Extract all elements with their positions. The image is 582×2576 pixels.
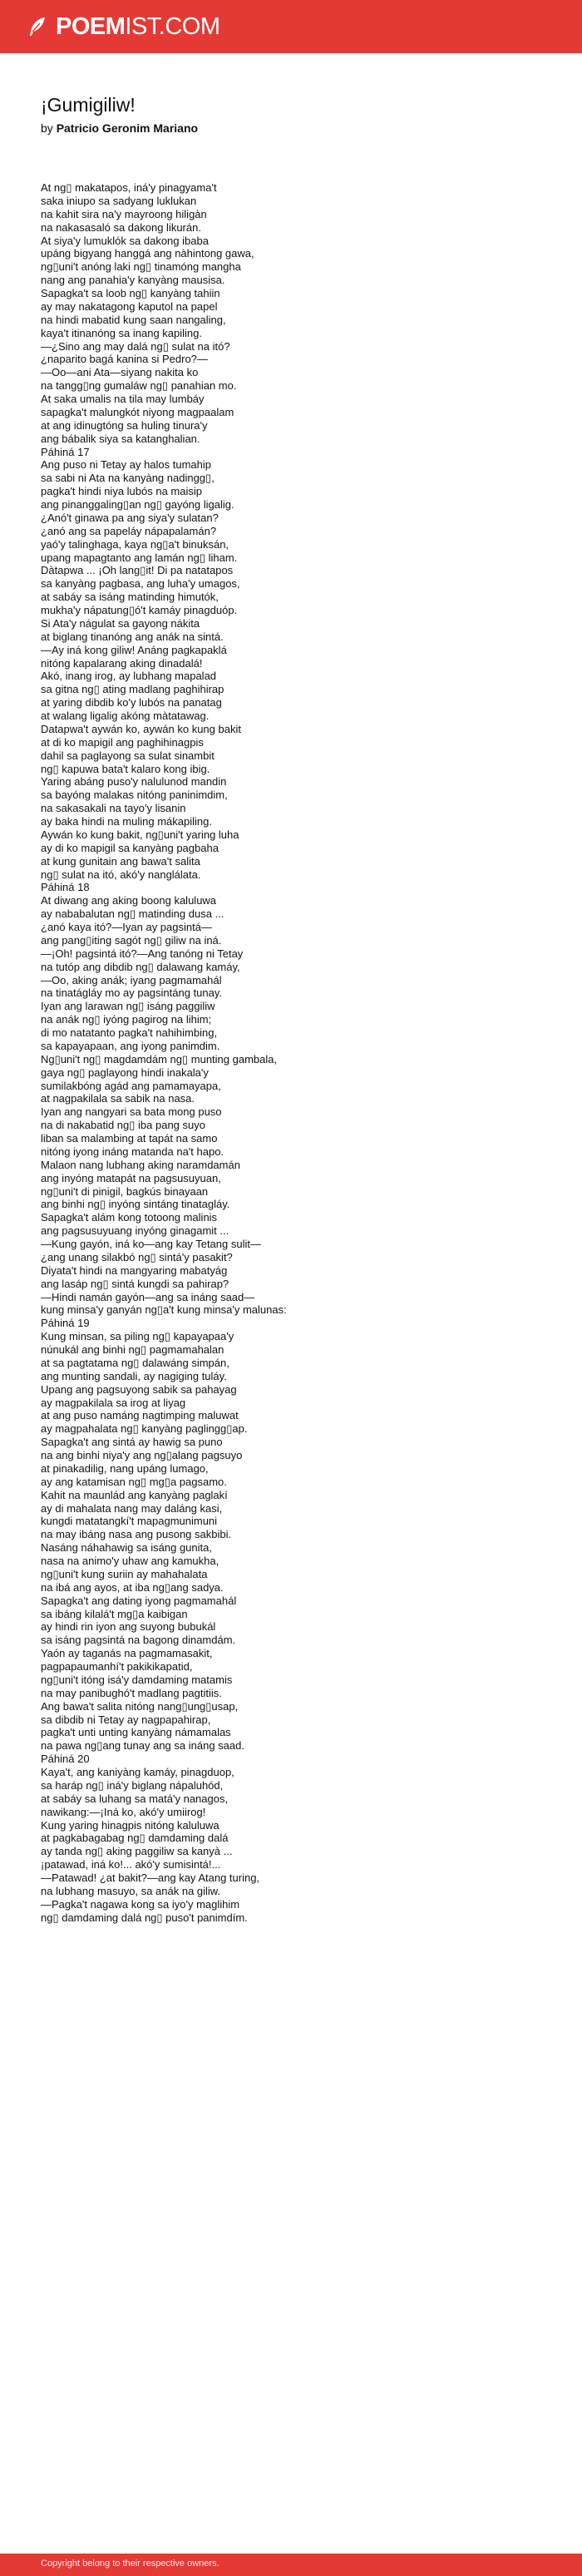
poem-line: At diwang ang aking boong kaluluwa <box>41 894 217 907</box>
poem-line: kungdi matatangkí't mapagmunimuni <box>41 1515 218 1528</box>
page-marker: Páhiná 17 <box>41 445 90 458</box>
poem-line: Sapagka't alám kong totoong malinis <box>41 1211 218 1224</box>
poem-line: na hindi mabatid kung saan nangaling, <box>41 313 226 326</box>
poem-title: ¡Gumigiliw! <box>41 94 136 116</box>
poem-line: pagka't unti unting kanyàng námamalas <box>41 1726 231 1739</box>
poem-line: kung minsa'y ganyán ng▯a't kung minsa'y malunas: <box>41 1303 287 1317</box>
poem-line: Dàtapwa ... ¡Oh lang▯it! Di pa natatapos <box>41 564 234 577</box>
poem-line: sa isáng pagsintá na bagong dinamdám. <box>41 1634 236 1647</box>
poem-body <box>41 181 556 1925</box>
poem-line: —Ay iná kong giliw! Anáng pagkapaklá <box>41 643 227 656</box>
poem-line: at nagpakilala sa sabik na nasa. <box>41 1092 195 1105</box>
poem-line: sa kapayapaan, ang iyong panimdim. <box>41 1039 220 1052</box>
poem-line: na tinatágláy mo ay pagsintáng tunay. <box>41 986 223 1000</box>
poem-line: Ang puso ni Tetay ay halos tumahip <box>41 458 212 472</box>
poem-line: yaó'y talinghaga, kaya ng▯a't binuksán, <box>41 537 229 551</box>
poem-line: dahil sa paglayong sa sulat sinambit <box>41 749 215 762</box>
poem-line: —Oo, aking anák; iyang pagmamahál <box>41 973 222 986</box>
poem-line: na tutóp ang dibdib ng▯ dalawang kamáy, <box>41 960 240 973</box>
poem-line: liban sa malambing at tapát na samo <box>41 1132 218 1145</box>
poem-line: sa gitna ng▯ ating madlang paghihirap <box>41 683 224 696</box>
poem-line: na may ibáng nasa ang pusong sakbibi. <box>41 1528 232 1541</box>
poem-line: ng▯ sulat na itó, akó'y nanglálata. <box>41 868 201 881</box>
poem-line: ng▯uni't kung suriin ay mahahalata <box>41 1567 208 1580</box>
byline <box>41 121 198 135</box>
poem-line: sa sabi ni Ata na kanyàng nadingg▯, <box>41 472 215 485</box>
poem-line: nasa na animo'y uhaw ang kamukha, <box>41 1555 219 1567</box>
copyright-notice: Copyright belong to their respective owners. <box>41 2559 219 2569</box>
poem-line: ng▯ kapuwa bata't kalaro kong ibig. <box>41 762 210 775</box>
poem-line: na tangg▯ng gumaláw ng▯ panahian mo. <box>41 379 237 393</box>
poem-line: ¿anó ang sa papeláy nápapalamán? <box>41 524 217 537</box>
poem-line: saka iniupo sa sadyang luklukan <box>41 194 197 207</box>
poem-line: sa haráp ng▯ iná'y biglang nápaluhód, <box>41 1778 224 1792</box>
poem-line: Kung minsan, sa piling ng▯ kapayapaa'y <box>41 1330 234 1343</box>
poem-line: ang pagsusuyuang inyóng ginagamit ... <box>41 1224 229 1238</box>
poem-line: nitóng iyong ináng matanda na't hapo. <box>41 1145 224 1158</box>
poem-line: ¿ang unang silakbó ng▯ sintá'y pasakit? <box>41 1250 233 1263</box>
poem-line: at biglang tinanóng ang anák na sintá. <box>41 630 224 643</box>
feather-pen-icon <box>27 16 48 37</box>
page-marker: Páhiná 19 <box>41 1317 90 1330</box>
poem-line: —Pagka't nagawa kong sa iyo'y maglihim <box>41 1897 240 1911</box>
poem-line: ¿Anó't ginawa pa ang siya'y sulatan? <box>41 511 219 524</box>
poem-line: na ibá ang ayos, at iba ng▯ang sadya. <box>41 1580 224 1594</box>
poem-line: na pawa ng▯ang tunay ang sa ináng saad. <box>41 1739 244 1753</box>
poem-line: At ng▯ makatapos, iná'y pinagyama't <box>41 181 217 194</box>
poem-line: at di ko mapigil ang paghihinagpis <box>41 735 204 749</box>
poem-line: ang pang▯iting sagót ng▯ giliw na iná. <box>41 933 222 947</box>
poem-line: ay di ko mapigil sa kanyàng pagbaha <box>41 841 219 854</box>
poem-line: at sabáy sa luhang sa matá'y nanagos, <box>41 1792 229 1805</box>
poem-line: na kahit sira na'y mayroong hiligàn <box>41 207 207 220</box>
poem-line: ang lasáp ng▯ sintá kungdi sa pahirap? <box>41 1277 229 1290</box>
poem-line: ang inyóng matapát na pagsusuyuan, <box>41 1171 221 1184</box>
poem-line: ay magpahalata ng▯ kanyàng paglingg▯ap. <box>41 1422 248 1436</box>
poem-line: pagka't hindi niya lubós na maisip <box>41 485 202 498</box>
poem-line: na may panibughó't madlang pagtitiis. <box>41 1686 222 1699</box>
poem-line: at pagkabagabag ng▯ damdaming dalá <box>41 1832 229 1845</box>
poem-line: —¿Sino ang may dalá ng▯ sulat na itó? <box>41 339 230 353</box>
poem-line: sumilakbóng agád ang pamamayapa, <box>41 1079 221 1092</box>
poem-line: Si Ata'y nágulat sa gayong nákita <box>41 616 200 630</box>
site-logo[interactable] <box>27 12 220 42</box>
poem-line: —Hindi namán gayón—ang sa ináng saad— <box>41 1290 255 1303</box>
poem-line: at ang puso namáng nagtimping maluwat <box>41 1409 239 1422</box>
poem-line: di mo natatanto pagka't nahihimbing, <box>41 1026 218 1039</box>
poem-line: ¡patawad, iná ko!... akó'y sumisintá!... <box>41 1858 221 1871</box>
poem-line: ay hindi rin iyon ang suyong bubukál <box>41 1620 216 1634</box>
poem-line: ang binhi ng▯ inyóng sintáng tinatagláy. <box>41 1198 230 1211</box>
site-footer <box>0 2554 582 2576</box>
poem-line: at yaring dibdib ko'y lubós na panatag <box>41 696 222 710</box>
poem-line: ¿anó kaya itó?—Iyan ay pagsintá— <box>41 921 212 933</box>
poem-line: ay nababalutan ng▯ matinding dusa ... <box>41 907 224 921</box>
poem-line: Sapagka't sa loob ng▯ kanyàng tahiin <box>41 287 220 299</box>
poem-line: Kaya't, ang kaniyàng kamáy, pinagduop, <box>41 1766 234 1778</box>
poem-line: kaya't itinanóng sa inang kapiling. <box>41 326 203 339</box>
poem-line: Aywán ko kung bakit, ng▯uni't yaring luha <box>41 828 239 841</box>
site-header <box>0 0 582 53</box>
logo-text-light: IST.COM <box>125 12 220 40</box>
poem-line: ay tanda ng▯ aking paggiliw sa kanyà ... <box>41 1845 233 1858</box>
poem-line: gaya ng▯ paglayong hindi inakala'y <box>41 1066 209 1079</box>
poem-line: ng▯uni't di pinigil, bagkús binayaan <box>41 1184 209 1198</box>
poem-line: at ang idinugtóng sa huling tinura'y <box>41 418 208 432</box>
poem-line: —¡Oh! pagsintá itó?—Ang tanóng ni Tetay <box>41 947 244 960</box>
poem-line: upáng bigyang hanggá ang nàhintong gawa, <box>41 247 254 260</box>
poem-line: na lubhang masuyo, sa anák na giliw. <box>41 1884 221 1897</box>
logo-text-strong: POEM <box>56 12 126 40</box>
poem-line: —Patawad! ¿at bakit?—ang kay Atang turing, <box>41 1871 260 1884</box>
poem-line: upang mapagtanto ang lamán ng▯ liham. <box>41 551 238 564</box>
poem-line: ¿naparito bagá kanina si Pedro?— <box>41 353 208 366</box>
poem-line: ang bábalik siya sa katanghalian. <box>41 432 200 445</box>
poem-line: sa ibáng kilalá't mg▯a kaibigan <box>41 1607 188 1620</box>
poem-line: na sakasakali na tayo'y lisanin <box>41 802 186 815</box>
poem-line: Ang bawa't salita nitóng nang▯ung▯usap, <box>41 1699 239 1713</box>
poem-line: ay ang katamisan ng▯ mg▯a pagsamo. <box>41 1475 227 1488</box>
poem-line: Ng▯uni't ng▯ magdamdám ng▯ munting gambala, <box>41 1052 278 1066</box>
poem-line: Malaon nang lubhang aking naramdamán <box>41 1158 240 1171</box>
poem-line: at pinakadilig, nang upáng lumago, <box>41 1461 209 1475</box>
page-marker: Páhiná 18 <box>41 881 90 894</box>
poem-line: ang munting sandali, ay nagiging tuláy. <box>41 1369 227 1382</box>
poem-line: pagpapaumanhí't pakikikapatid, <box>41 1660 193 1673</box>
poem-line: Iyan ang nangyari sa bata mong puso <box>41 1105 222 1119</box>
poem-line: na di nakabatid ng▯ iba pang suyo <box>41 1119 205 1132</box>
poem-line: Upang ang pagsuyong sabik sa pahayag <box>41 1382 237 1396</box>
poem-line: Sapagka't ang dating iyong pagmamahál <box>41 1594 237 1607</box>
poem-line: at walang ligalig akóng màtatawag. <box>41 710 210 722</box>
poem-line: ay baka hindi na muling mákapiling. <box>41 815 212 828</box>
poem-line: nawikang:—¡Iná ko, akó'y umiirog! <box>41 1805 206 1818</box>
page-marker: Páhiná 20 <box>41 1753 90 1766</box>
poem-line: ay may nakatagong kaputol na papel <box>41 299 218 313</box>
poem-line: sa dibdib ni Tetay ay nagpapahirap, <box>41 1713 211 1726</box>
by-label: by <box>41 121 53 135</box>
poem-line: Yaring abáng puso'y nalulunod mandin <box>41 775 227 789</box>
poem-line: mukha'y nápatung▯ó't kamáy pinagduóp. <box>41 604 238 616</box>
poem-line: Nasáng náhahawig sa isáng gunita, <box>41 1541 212 1555</box>
poem-line: na nakasasaló sa dakong likurán. <box>41 220 201 234</box>
poem-line: at sa pagtatama ng▯ dalawáng simpán, <box>41 1356 229 1369</box>
poem-line: ay di mahalata nang may daláng kasi, <box>41 1501 223 1515</box>
poem-line: Kahit na maunlád ang kanyàng paglakí <box>41 1488 228 1501</box>
poem-line: Kung yaring hinagpis nitóng kaluluwa <box>41 1818 219 1832</box>
poem-line: Yaón ay taganás na pagmamasakit, <box>41 1647 213 1660</box>
poem-line: Datapwa't aywán ko, aywán ko kung bakit <box>41 722 241 735</box>
poem-line: nang ang panahia'y kanyàng mausisa. <box>41 274 225 287</box>
poem-line: sa bayóng malakas nitóng paninimdim, <box>41 789 228 802</box>
poem-line: ng▯ damdaming dalá ng▯ puso't panimdím. <box>41 1911 248 1924</box>
author-link[interactable]: Patricio Geronim Mariano <box>56 121 199 135</box>
poem-line: ay magpakilala sa irog at liyag <box>41 1396 186 1409</box>
poem-line: Sapagka't ang sintá ay hawig sa puno <box>41 1436 223 1449</box>
poem-line: At siya'y lumuklók sa dakong ibaba <box>41 234 209 247</box>
poem-line: sa kanyàng pagbasa, ang luha'y umagos, <box>41 577 240 591</box>
poem-line: na anák ng▯ iyóng pagirog na lihim; <box>41 1013 212 1026</box>
poem-line: at kung gunitain ang bawa't salita <box>41 854 200 868</box>
poem-line: ng▯uni't itóng isá'y damdaming matamis <box>41 1673 233 1686</box>
poem-line: At saka umalis na tila may lumbáy <box>41 393 205 405</box>
poem-line: Iyan ang larawan ng▯ isáng paggiliw <box>41 1000 215 1013</box>
poem-line: at sabáy sa isáng matinding himutók, <box>41 591 219 604</box>
poem-line: na ang binhi niya'y ang ng▯alang pagsuyo <box>41 1449 243 1461</box>
poem-line: nitóng kapalarang aking dinadalá! <box>41 656 203 670</box>
poem-line: ng▯uni't anóng laki ng▯ tinamóng mangha <box>41 260 241 274</box>
poem-line: Diyata't hindi na mangyaring mabatyág <box>41 1263 228 1277</box>
poem-line: sapagka't malungkót niyong magpaalam <box>41 405 234 418</box>
poem-line: ang pinanggaling▯an ng▯ gayóng ligalig. <box>41 498 234 511</box>
poem-line: Akó, inang irog, ay lubhang mapalad <box>41 670 217 683</box>
poem-line: núnukál ang binhi ng▯ pagmamahalan <box>41 1343 224 1356</box>
poem-line: —Kung gayón, iná ko—ang kay Tetang sulit— <box>41 1238 261 1250</box>
poem-line: —Oo—ani Ata—siyang nakita ko <box>41 366 199 379</box>
